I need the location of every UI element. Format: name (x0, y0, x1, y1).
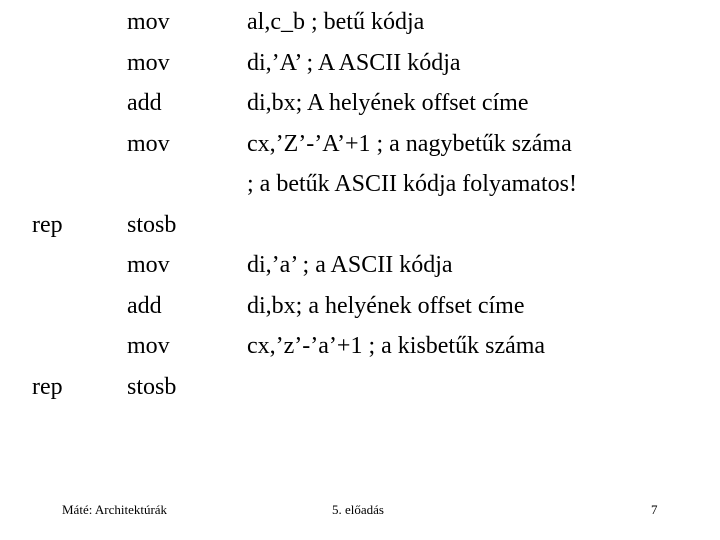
code-prefix: rep (32, 373, 63, 400)
code-operand: cx,’z’-’a’+1 ; a kisbetűk száma (247, 333, 546, 359)
code-instruction: mov (127, 130, 170, 157)
code-line (0, 83, 720, 123)
code-line (0, 2, 720, 42)
footer-lecture-number: 5. előadás (332, 502, 384, 517)
code-line (0, 164, 720, 204)
code-instruction: add (127, 90, 162, 116)
code-instruction: stosb (127, 211, 177, 238)
code-operand: di,’a’ ; a ASCII kódja (247, 252, 453, 278)
code-line (0, 124, 720, 164)
code-operand: di,bx; A helyének offset címe (247, 90, 529, 116)
code-operand: al,c_b ; betű kódja (247, 9, 425, 35)
code-operand: cx,’Z’-’A’+1 ; a nagybetűk száma (247, 130, 572, 157)
code-operand: di,’A’ ; A ASCII kódja (247, 49, 461, 76)
code-instruction: add (127, 292, 162, 319)
code-line (0, 43, 720, 83)
footer-page-number: 7 (651, 502, 658, 517)
code-prefix: rep (32, 211, 63, 238)
code-instruction: mov (127, 49, 170, 76)
code-line (0, 286, 720, 326)
code-line (0, 367, 720, 407)
code-instruction: mov (127, 333, 170, 359)
footer-author-course: Máté: Architektúrák (62, 502, 168, 517)
code-line (0, 326, 720, 366)
code-line (0, 205, 720, 245)
code-line (0, 245, 720, 285)
code-instruction: mov (127, 9, 170, 35)
code-operand: di,bx; a helyének offset címe (247, 292, 525, 319)
code-instruction: stosb (127, 373, 177, 400)
code-instruction: mov (127, 252, 170, 278)
code-operand: ; a betűk ASCII kódja folyamatos! (247, 171, 577, 197)
